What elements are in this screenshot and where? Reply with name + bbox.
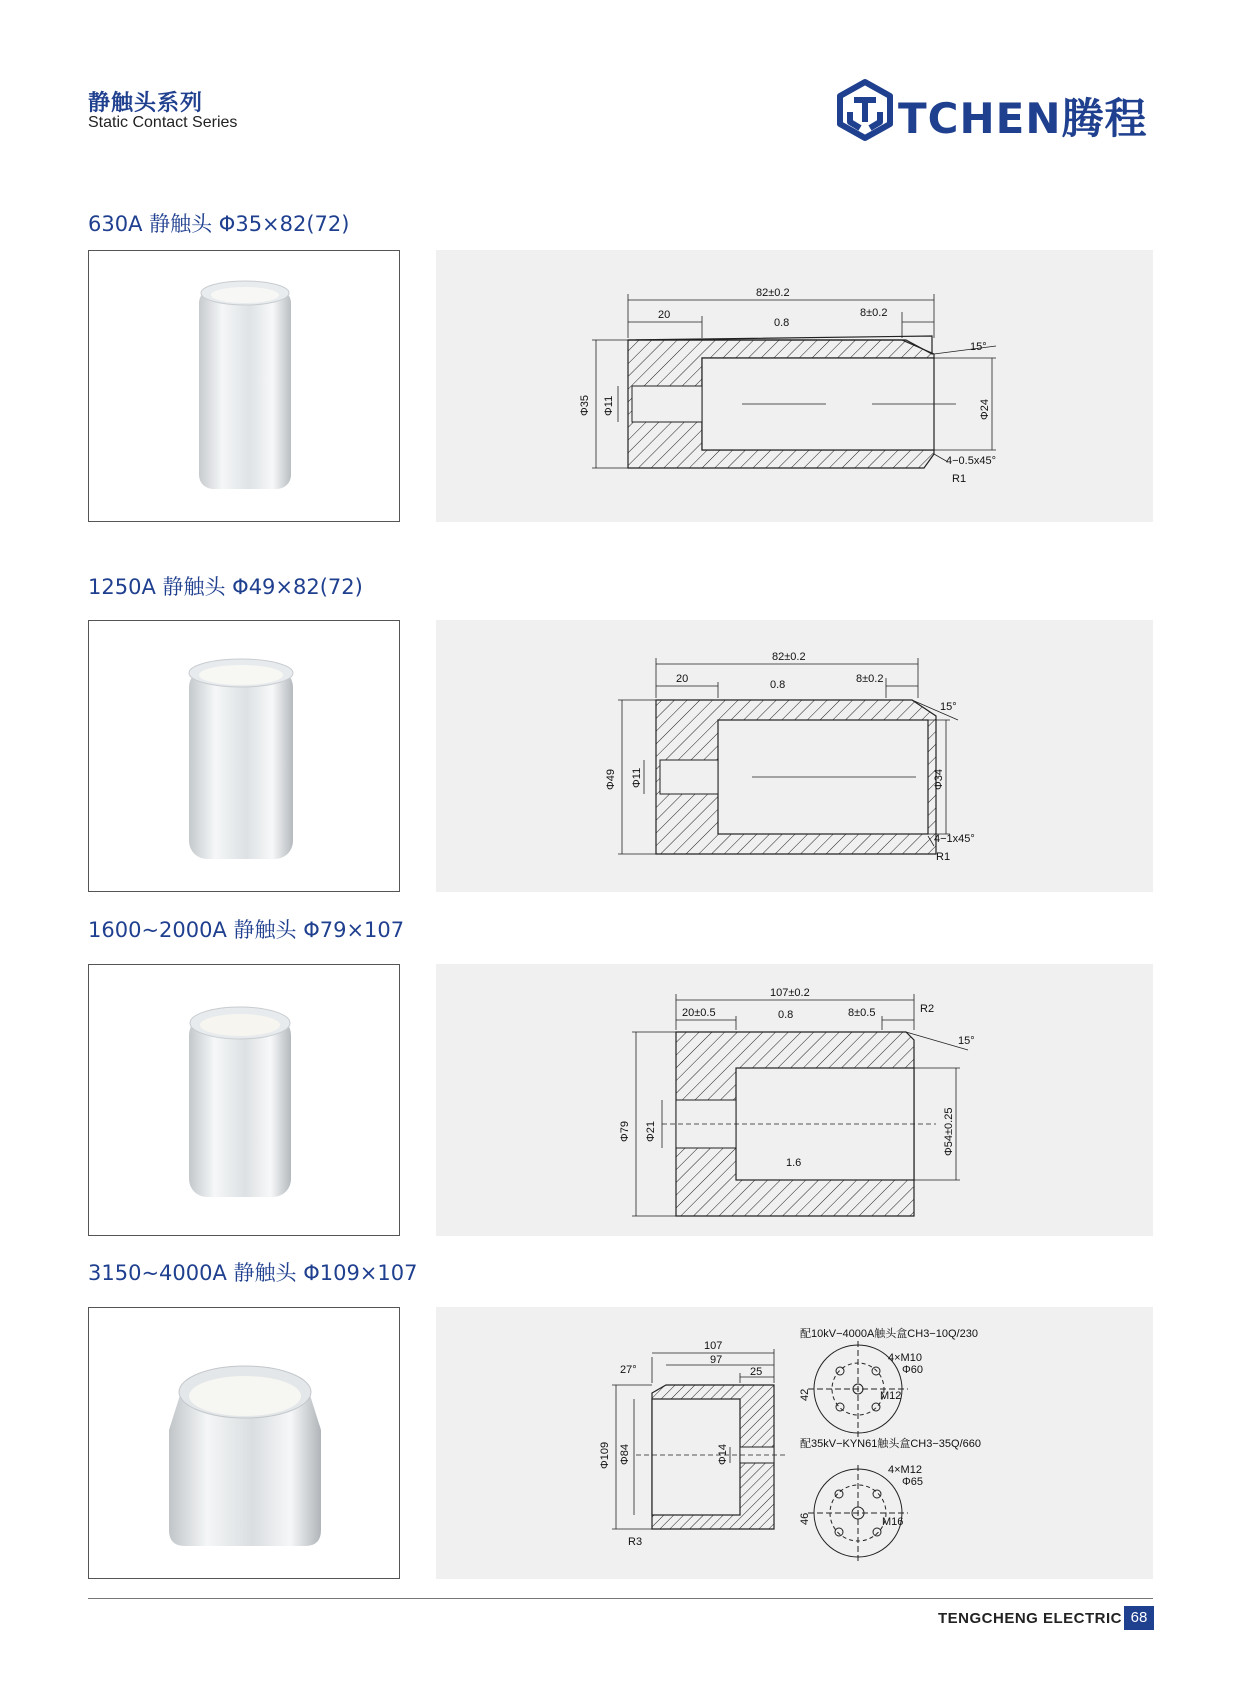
footer-divider: [88, 1598, 1153, 1599]
dim-inner: Φ84: [619, 1443, 631, 1465]
product-photo-4000a: [88, 1307, 400, 1579]
mount1-center: M12: [880, 1390, 902, 1402]
contact-photo-icon: [89, 1308, 401, 1580]
dim-chamfer: 4−0.5x45°: [946, 455, 996, 467]
footer-brand: TENGCHENG ELECTRIC: [938, 1610, 1123, 1627]
dim-bore: Φ11: [631, 767, 643, 788]
product-photo-2000a: [88, 964, 400, 1236]
mount2-dist: 46: [799, 1512, 811, 1525]
dim-bore: Φ11: [603, 395, 615, 416]
drawing-2000a: [436, 964, 1153, 1236]
brand-logo: [834, 78, 1154, 148]
technical-drawing-630a: [436, 250, 1153, 522]
dim-inner: Φ34: [933, 768, 945, 790]
contact-photo-icon: [89, 251, 401, 523]
mount2-center: M16: [882, 1516, 904, 1528]
technical-drawing-1250a: [436, 620, 1153, 892]
dim-angle: 15°: [958, 1035, 975, 1047]
dim-right: 25: [750, 1366, 763, 1378]
dim-right: 8±0.2: [860, 307, 888, 319]
dim-inner: Φ24: [979, 398, 991, 420]
dim-angle: 15°: [970, 341, 987, 353]
dim-radius: R1: [952, 473, 967, 485]
mount1-dist: 42: [799, 1388, 811, 1401]
mount1-holes: 4×M10: [888, 1352, 922, 1364]
drawing-4000a: [436, 1307, 1153, 1579]
page-number: 68: [1124, 1606, 1154, 1630]
section-title-2000a: 1600~2000A 静触头 Φ79×107: [88, 918, 405, 942]
dim-outer: Φ35: [579, 394, 591, 416]
dim-overall: 82±0.2: [756, 287, 790, 299]
drawing-1250a: [436, 620, 1153, 892]
dim-bore: Φ14: [717, 1443, 729, 1465]
dim-rough: 0.8: [774, 317, 790, 329]
dim-left: 20±0.5: [682, 1007, 716, 1019]
technical-drawing-2000a: [436, 964, 1153, 1236]
mount1-pcd: Φ60: [902, 1364, 924, 1376]
dim-outer: Φ109: [599, 1441, 611, 1469]
dim-outer: Φ79: [619, 1120, 631, 1142]
dim-bore: Φ21: [645, 1120, 657, 1142]
logo-text: TCHEN腾程: [898, 94, 1148, 143]
drawing-630a: [436, 250, 1153, 522]
dim-overall: 107±0.2: [770, 987, 810, 999]
series-title-cn: 静触头系列: [88, 91, 204, 116]
dim-chamfer: 4−1x45°: [934, 833, 975, 845]
dim-rough: 0.8: [770, 679, 786, 691]
dim-radius: R3: [628, 1536, 643, 1548]
dim-angle: 15°: [940, 701, 957, 713]
dim-right: 8±0.5: [848, 1007, 876, 1019]
dim-overall: 107: [704, 1340, 723, 1352]
dim-overall: 82±0.2: [772, 651, 806, 663]
product-photo-630a: [88, 250, 400, 522]
contact-photo-icon: [89, 965, 401, 1237]
mount2-pcd: Φ65: [902, 1476, 924, 1488]
dim-outer: Φ49: [605, 768, 617, 790]
dim-right: 8±0.2: [856, 673, 884, 685]
mount-note-1: 配10kV−4000A触头盒CH3−10Q/230: [800, 1328, 978, 1340]
dim-rough2: 1.6: [786, 1157, 802, 1169]
tchen-logo-icon: [834, 78, 896, 142]
dim-left: 20: [676, 673, 689, 685]
mount-note-2: 配35kV−KYN61触头盒CH3−35Q/660: [800, 1438, 981, 1450]
section-title-630a: 630A 静触头 Φ35×82(72): [88, 212, 350, 236]
dim-radius: R2: [920, 1003, 935, 1015]
section-title-1250a: 1250A 静触头 Φ49×82(72): [88, 575, 363, 599]
dim-radius: R1: [936, 851, 951, 863]
dim-rough: 0.8: [778, 1009, 794, 1021]
product-photo-1250a: [88, 620, 400, 892]
dim-angle: 27°: [620, 1364, 637, 1376]
dim-left: 20: [658, 309, 671, 321]
series-title-en: Static Contact Series: [88, 114, 238, 131]
dim-mid: 97: [710, 1354, 723, 1366]
mount2-holes: 4×M12: [888, 1464, 922, 1476]
technical-drawing-4000a: [436, 1307, 1153, 1579]
dim-inner: Φ54±0.25: [943, 1107, 955, 1156]
section-title-4000a: 3150~4000A 静触头 Φ109×107: [88, 1261, 418, 1285]
contact-photo-icon: [89, 621, 401, 893]
